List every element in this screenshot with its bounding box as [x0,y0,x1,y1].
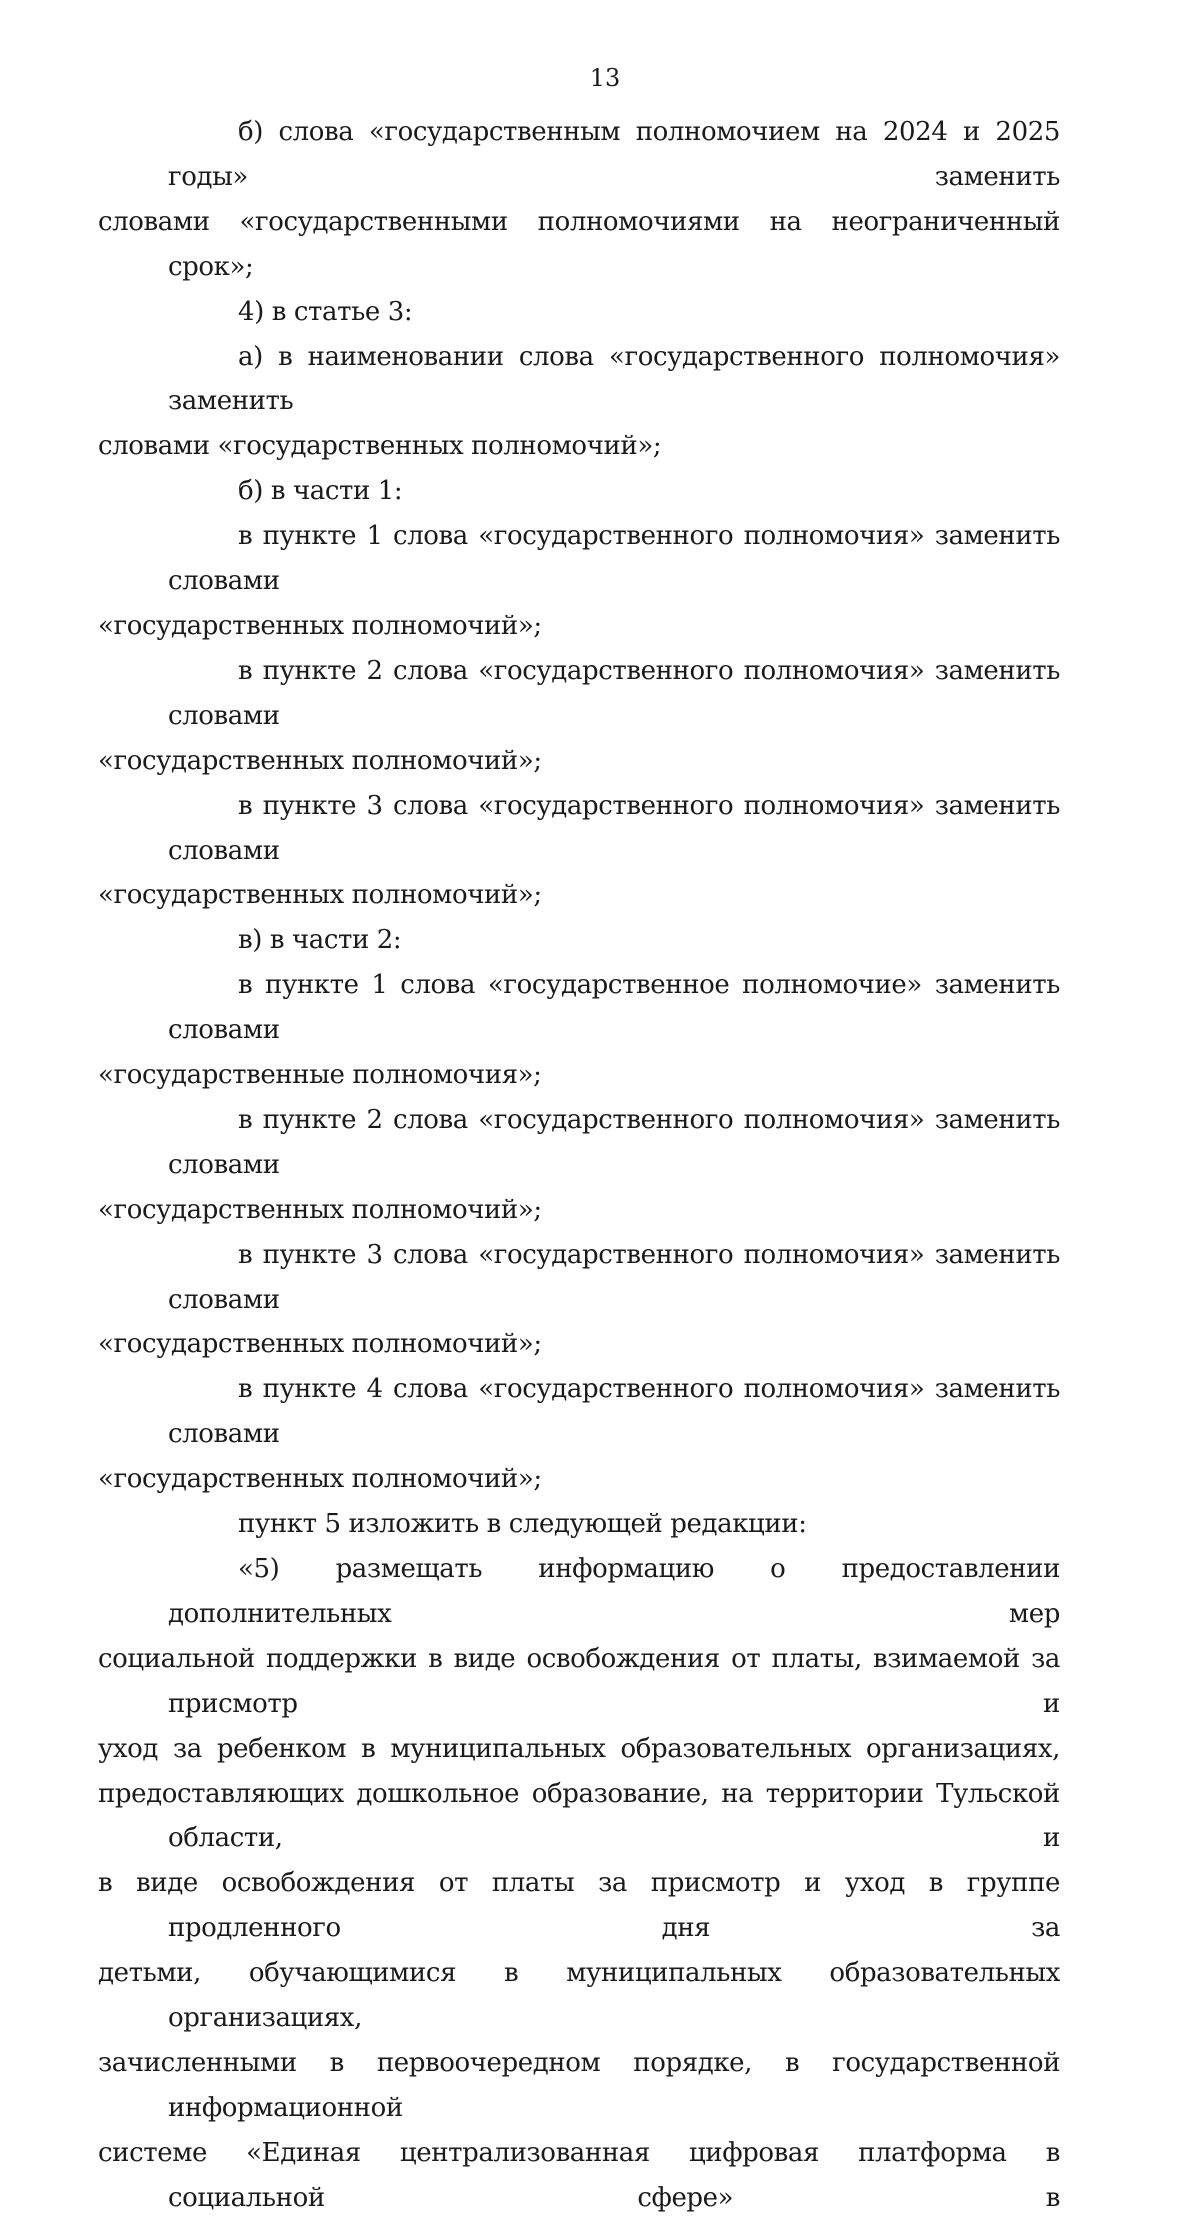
text-line: словами «государственных полномочий»; [98,431,662,462]
text-line: социальной поддержки в виде освобождения от платы, взимаемой за присмотр и [98,1643,1060,1719]
text-line: в пункте 1 слова «государственное полномочие» заменить словами [168,970,1060,1046]
text-line: детьми, обучающимися в муниципальных образовательных организациях, [98,1958,1060,2034]
text-line: 4) в статье 3: [238,296,413,327]
text-line: «государственных полномочий»; [98,1329,542,1360]
text-line: «государственные полномочия»; [98,1060,542,1091]
text-line: пункт 5 изложить в следующей редакции: [238,1509,807,1540]
text-line: «государственных полномочий»; [98,1464,542,1495]
paragraph [168,290,1060,335]
text-line: «государственных полномочий»; [98,880,542,911]
text-line: системе «Единая централизованная цифровая платформа в социальной сфере» в [98,2137,1060,2213]
text-line: в пункте 4 слова «государственного полномочия» заменить словами [168,1374,1060,1450]
text-line: в пункте 2 слова «государственного полномочия» заменить словами [168,655,1060,731]
paragraph [98,649,1060,784]
paragraph [98,1547,1060,2221]
paragraph [168,469,1060,514]
paragraph [98,1233,1060,1368]
paragraph [98,110,1060,290]
text-line: в) в части 2: [238,925,402,956]
document-body [98,110,1060,2221]
page-number: 13 [589,64,621,92]
text-line: в пункте 3 слова «государственного полномочия» заменить словами [168,1239,1060,1315]
text-line: в пункте 2 слова «государственного полномочия» заменить словами [168,1104,1060,1180]
text-line: а) в наименовании слова «государственного полномочия» заменить [168,341,1060,417]
text-line: предоставляющих дошкольное образование, на территории Тульской области, и [98,1778,1060,1854]
paragraph [98,784,1060,919]
text-line: в пункте 1 слова «государственного полномочия» заменить словами [168,521,1060,597]
text-line: «государственных полномочий»; [98,745,542,776]
text-line: «государственных полномочий»; [98,1194,542,1225]
text-line: в пункте 3 слова «государственного полномочия» заменить словами [168,790,1060,866]
text-line: зачисленными в первоочередном порядке, в государственной информационной [98,2047,1060,2123]
text-line: б) в части 1: [238,476,403,507]
paragraph [98,963,1060,1098]
paragraph [98,1098,1060,1233]
text-line: уход за ребенком в муниципальных образовательных организациях, [98,1733,1060,1764]
paragraph [98,514,1060,649]
text-line: словами «государственными полномочиями на неограниченный срок»; [98,206,1060,282]
text-line: в виде освобождения от платы за присмотр и уход в группе продленного дня за [98,1868,1060,1944]
paragraph [168,918,1060,963]
paragraph [98,1367,1060,1502]
text-line: б) слова «государственным полномочием на 2024 и 2025 годы» заменить [168,117,1060,192]
paragraph [168,1502,1060,1547]
paragraph [98,335,1060,470]
text-line: «5) размещать информацию о предоставлении дополнительных мер [168,1554,1060,1629]
text-line: «государственных полномочий»; [98,610,542,641]
